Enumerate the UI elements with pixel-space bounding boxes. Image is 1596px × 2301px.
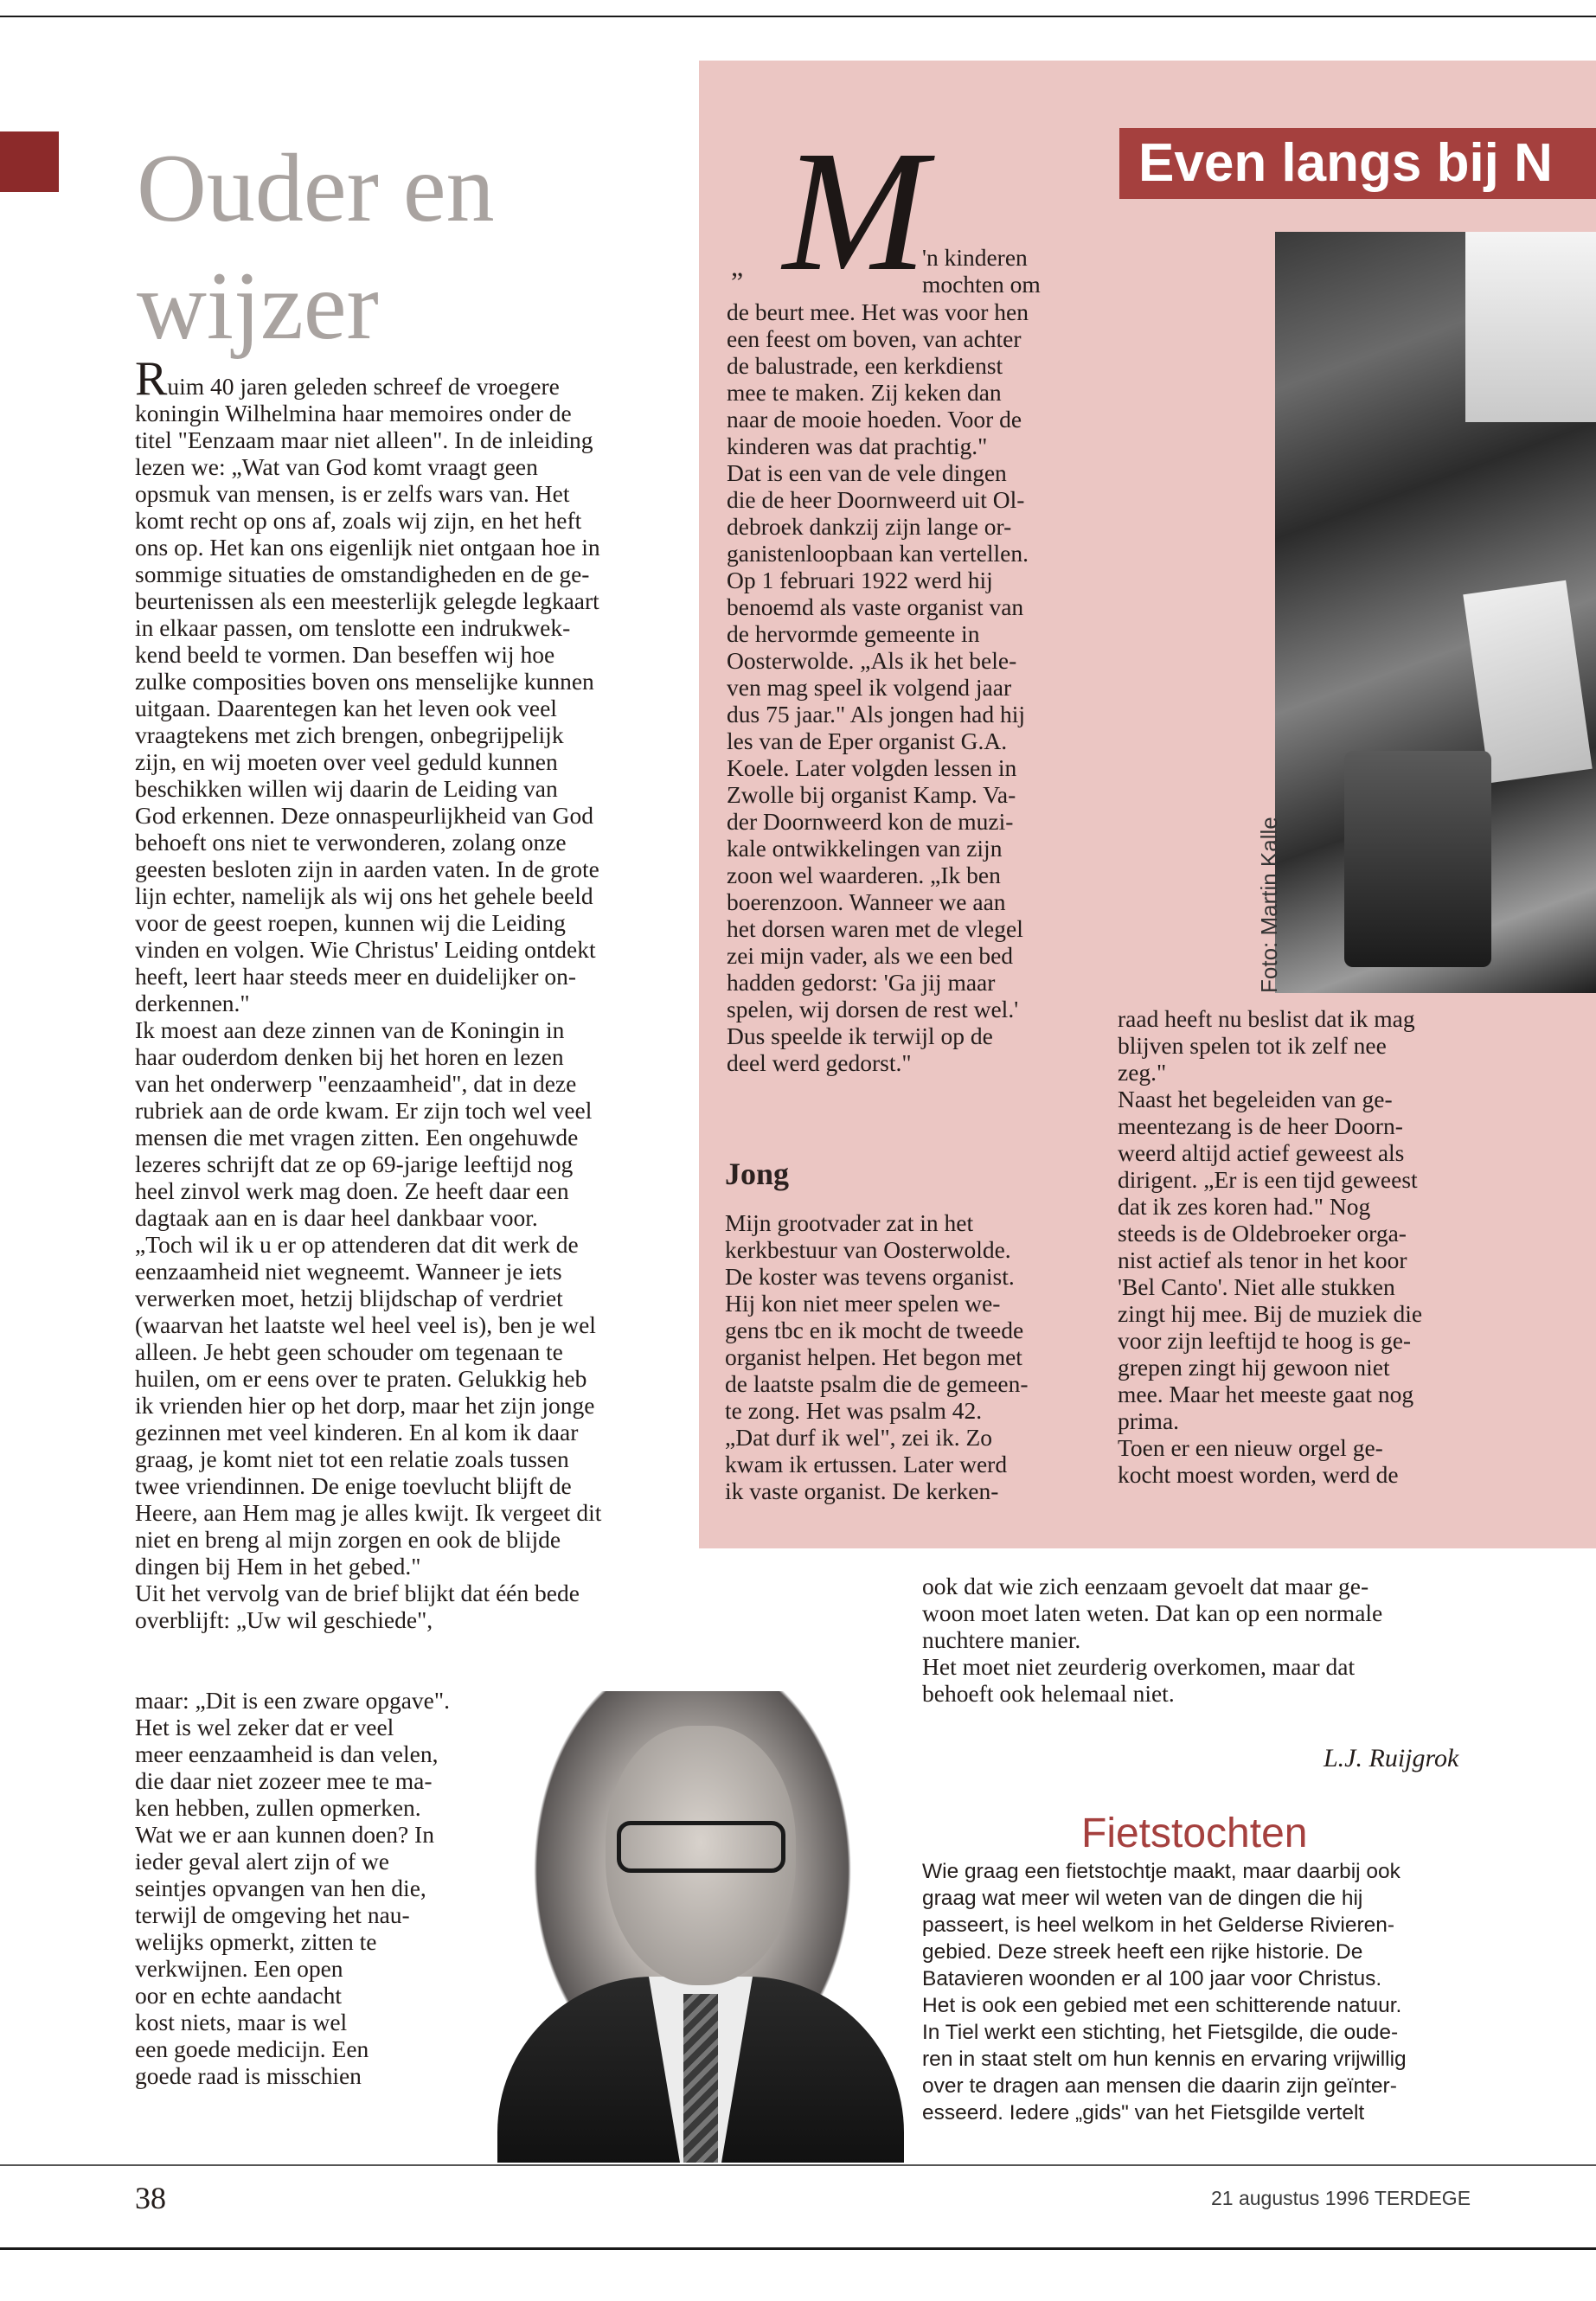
article-column-1-narrow: maar: „Dit is een zware opgave". Het is wel zeker dat er veel meer eenzaamheid is dan velen, die daar niet zozeer mee te ma- ken hebben, zullen opmerken. Wat we er aan kunnen doen? In ieder geval alert zijn of we seintjes opvangen van hen die, terwijl de omgeving het nau- welijks opmerkt, zitten te verkwijnen. Een open oor en echte aandacht kost niets, maar is wel een goede medicijn. Een goede raad is misschien: [135, 1687, 450, 2089]
article-continuation: ook dat wie zich eenzaam gevoelt dat maar ge- woon moet laten weten. Dat kan op een normale nuchtere manier. Het moet niet zeurderig overkomen, maar dat behoeft ook helemaal niet.: [922, 1573, 1383, 1707]
feature-banner: Even langs bij N: [1119, 128, 1596, 199]
feature-column-2: de beurt mee. Het was voor hen een feest om boven, van achter de balustrade, een kerkdienst mee te maken. Zij keken dan naar de mooie hoeden. Voor de kinderen was dat prachtig." Dat is een van de vele dingen die de heer Doornweerd uit Ol- debroek dankzij zijn lange or- ganistenloopbaan kan vertellen. Op 1 februari 1922 werd hij benoemd als vaste organist van de hervormde gemeente in Oosterwolde. „Als ik het bele- ven mag speel ik volgend jaar dus 75 jaar." Als jongen had hij les van de Eper organist G.A. Koele. Later volgden lessen in Zwolle bij organist Kamp. Va- der Doornweerd kon de muzi- kale ontwikkelingen van zijn zoon wel waarderen. „Ik ben boerenzoon. Wanneer we aan het dorsen waren met de vlegel zei mijn vader, als we een bed hadden gedorst: 'Ga jij maar spelen, wij dorsen de rest wel.' Dus speelde ik terwijl op de deel werd gedorst.": [727, 298, 1029, 1076]
feature-first-lines: 'n kinderen mochten om: [922, 244, 1041, 298]
photo-organ-part: [1344, 751, 1491, 967]
feature-column-2b: Mijn grootvader zat in het kerkbestuur van Oosterwolde. De koster was tevens organist. Hij kon niet meer spelen we- gens tbc en ik mocht de tweede organist helpen. Het begon met de laatste psalm die de gemeen- te zong. Het was psalm 42. „Dat durf ik wel", zei ik. Zo kwam ik ertussen. Later werd ik vaste organist. De kerken-: [725, 1209, 1029, 1504]
sidebar-title: Fietstochten: [1081, 1811, 1308, 1856]
page-number: 38: [135, 2181, 166, 2215]
feature-subhead: Jong: [725, 1157, 790, 1191]
section-marker: [0, 131, 59, 192]
top-rule: [0, 16, 1596, 17]
photo-credit: Foto: Martin Kalle: [1256, 817, 1282, 993]
sidebar-text: Wie graag een fietstochtje maakt, maar daarbij ook graag wat meer wil weten van de dingen die hij passeert, is heel welkom in het Gelderse Rivieren- gebied. Deze streek heeft een rijke historie. De Batavieren woonden er al 100 jaar voor Christus. Het is ook een gebied met een schitterende natuur. In Tiel werkt een stichting, het Fietsgilde, die oude- ren in staat stelt om hun kennis en ervaring vrijwillig over te dragen aan mensen die daarin zijn geïnter- esseerd. Iedere „gids" van het Fietsgilde vertelt: [922, 1860, 1407, 2125]
article-column-1: [135, 352, 682, 1633]
portrait-glasses: [617, 1821, 785, 1873]
portrait-tie: [683, 1994, 718, 2163]
feature-dropcap: M: [783, 116, 927, 307]
feature-column-3: raad heeft nu beslist dat ik mag blijven spelen tot ik zelf nee zeg." Naast het begeleiden van ge- meentezang is de heer Doorn- weerd altijd actief geweest als dirigent. „Er is een tijd geweest dat ik zes koren had." Nog steeds is de Oldebroeker orga- nist actief als tenor in het koor 'Bel Canto'. Niet alle stukken zingt hij mee. Bij de muziek die voor zijn leeftijd te hoog is ge- grepen zingt hij gewoon niet mee. Maar het meeste gaat nog prima. Toen er een nieuw orgel ge- kocht moest worden, werd de: [1118, 1005, 1423, 1488]
author-portrait-photo: [497, 1691, 904, 2163]
feature-quote-mark: „: [731, 251, 744, 282]
photo-lamp: [1465, 232, 1596, 422]
article-column-1-text: uim 40 jaren geleden schreef de vroegere koningin Wilhelmina haar memoires onder de titel "Eenzaam maar niet alleen". In de inleiding lezen we: „Wat van God komt vraagt geen opsmuk van mensen, is er zelfs wars van. Het komt recht op ons af, zoals wij zijn, en het heft ons op. Het kan ons eigenlijk niet ontgaan hoe in sommige situaties de omstandigheden en de ge- beurtenissen als een meesterlijk gelegde legkaart in elkaar passen, om tenslotte een indrukwek- kend beeld te vormen. Dan beseffen wij hoe zulke composities boven ons menselijke kunnen uitgaan. Daarentegen kan het leven ook veel vraagtekens met zich brengen, onbegrijpelijk zijn, en wij moeten over veel geduld kunnen beschikken willen wij daarin de Leiding van God erkennen. Deze onnaspeurlijkheid van God behoeft ons niet te verwonderen, zolang onze geesten besloten zijn in aarden vaten. In de grote lijn echter, namelijk als wij ons het gehele beeld voor de geest roepen, kunnen wij die Leiding vinden en volgen. Wie Christus' Leiding ontdekt heeft, leert haar steeds meer en duidelijker on- derkennen." Ik moest aan deze zinnen van de Koningin in haar ouderdom denken bij het horen en lezen van het onderwerp "eenzaamheid", dat in deze rubriek aan de orde kwam. Er zijn toch wel veel mensen die met vragen zitten. Een ongehuwde lezeres schrijft dat ze op 69-jarige leeftijd nog heel zinvol werk mag doen. Ze heeft daar een dagtaak aan en is daar heel dankbaar voor. „Toch wil ik u er op attenderen dat dit werk de eenzaamheid niet wegneemt. Wanneer je iets verwerken moet, hetzij blijdschap of verdriet (waarvan het laatste wel heel veel is), ben je wel alleen. Je hebt geen schouder om tegenaan te huilen, om er eens over te praten. Gelukkig heb ik vrienden hier op het dorp, maar het zijn jonge gezinnen met veel kinderen. En al kom ik daar graag, je komt niet tot een relatie zoals tussen twee vriendinnen. De enige toevlucht blijft de Heere, aan Hem mag je alles kwijt. Ik vergeet dit niet en breng al mijn zorgen en ook de blijde dingen bij Hem in het gebed." Uit het vervolg van de brief blijkt dat één bede overblijft: „Uw wil geschiede",: [135, 373, 602, 1633]
organ-photo: [1275, 232, 1596, 993]
article-headline: Ouder en wijzer: [137, 135, 495, 360]
article-author: L.J. Ruijgrok: [1324, 1744, 1459, 1772]
footer-date-source: 21 augustus 1996 TERDEGE: [1211, 2187, 1471, 2209]
bottom-edge-rule: [0, 2247, 1596, 2250]
footer-rule: [0, 2164, 1596, 2166]
article-dropcap: R: [135, 352, 168, 406]
